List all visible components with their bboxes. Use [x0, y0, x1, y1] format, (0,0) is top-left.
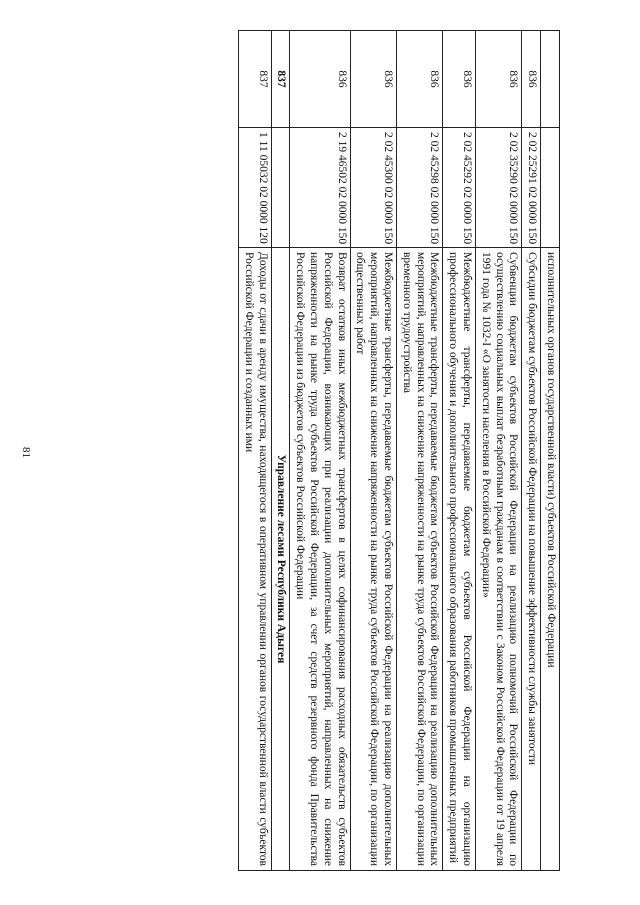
- kbk-cell: 2 02 25291 02 0000 150: [522, 128, 541, 248]
- table-row: [522, 31, 541, 871]
- revenue-codes-table: [238, 30, 560, 871]
- admin-code-cell: 836: [522, 31, 541, 128]
- name-cell: Межбюджетные трансферты, передаваемые бюджетам субъектов Российской Федерации на реализацию дополнительных мероприятий, направленных на снижение напряженности на рынке труда субъектов Российской Федерации, по организации общественных работ: [350, 248, 396, 871]
- section-title-cell: Управление лесами Республики Адыгея: [271, 248, 290, 871]
- kbk-cell: 2 02 45292 02 0000 150: [443, 128, 476, 248]
- name-cell: Межбюджетные трансферты, передаваемые бюджетам субъектов Российской Федерации на реализацию дополнительных мероприятий, направленных на снижение напряженности на рынке труда субъектов Российской Федерации, по организации временного трудоустройства: [397, 248, 443, 871]
- name-cell: Доходы от сдачи в аренду имущества, находящегося в оперативном управлении органов государственной власти субъектов Российской Федерации и созданных ими: [239, 248, 272, 871]
- name-cell: Субсидии бюджетам субъектов Российской Федерации на повышение эффективности службы занятости: [522, 248, 541, 871]
- name-cell: Межбюджетные трансферты, передаваемые бюджетам субъектов Российской Федерации на организацию профессионального обучения и дополнительного профессионального образования работников промышленных предприятий: [443, 248, 476, 871]
- admin-code-cell: 836: [397, 31, 443, 128]
- kbk-cell: [271, 128, 290, 248]
- admin-code-cell: 836: [350, 31, 396, 128]
- kbk-cell: 2 19 46502 02 0000 150: [290, 128, 350, 248]
- kbk-cell: 2 02 45298 02 0000 150: [397, 128, 443, 248]
- table-row: [397, 31, 443, 871]
- table-row: [443, 31, 476, 871]
- table-row: [290, 31, 350, 871]
- kbk-cell: [541, 128, 560, 248]
- admin-code-cell: [541, 31, 560, 128]
- admin-code-cell: 836: [443, 31, 476, 128]
- admin-code-cell: 837: [271, 31, 290, 128]
- admin-code-cell: 836: [290, 31, 350, 128]
- kbk-cell: 2 02 45300 02 0000 150: [350, 128, 396, 248]
- table-row: [350, 31, 396, 871]
- page-number: 81: [20, 447, 32, 458]
- admin-code-cell: 836: [476, 31, 522, 128]
- name-cell: Субвенции бюджетам субъектов Российской Федерации на реализацию полномочий Российской Федерации по осуществлению социальных выплат безработным гражданам в соответствии с Законом Российской Федерации от 19 апреля 1991 года № 1032-I «О занятости населения в Российской Федерации»: [476, 248, 522, 871]
- kbk-cell: 2 02 35290 02 0000 150: [476, 128, 522, 248]
- table-row: [239, 31, 272, 871]
- table-row: [476, 31, 522, 871]
- kbk-cell: 1 11 05032 02 0000 120: [239, 128, 272, 248]
- section-header-row: [271, 31, 290, 871]
- name-cell: исполнительных органов государственной власти) субъектов Российской Федерации: [541, 248, 560, 871]
- name-cell: Возврат остатков иных межбюджетных трансфертов в целях софинансирования расходных обязательств субъектов Российской Федерации, возникающих при реализации дополнительных мероприятий, направленных на снижение напряженности на рынке труда субъектов Российской Федерации, за счет средств резервного фонда Правительства Российской Федерации из бюджетов субъектов Российской Федерации: [290, 248, 350, 871]
- admin-code-cell: 837: [239, 31, 272, 128]
- rotated-table-container: [60, 30, 560, 870]
- table-row: [541, 31, 560, 871]
